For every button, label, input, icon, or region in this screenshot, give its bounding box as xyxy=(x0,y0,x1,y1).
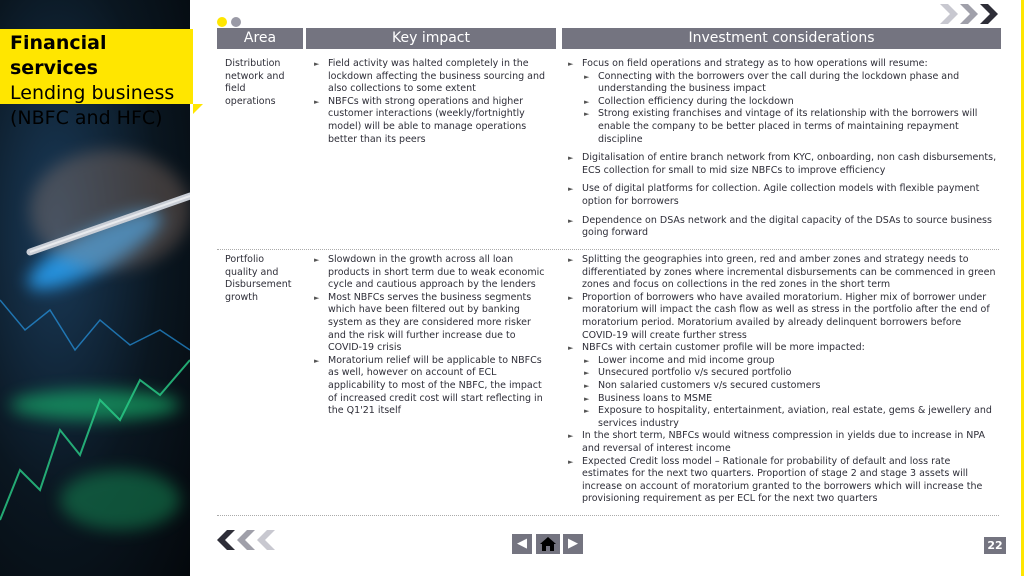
list-item: ► In the short term, NBFCs would witness compression in yields due to increase in NPA and reversal of interest income xyxy=(568,430,998,455)
list-item: ► Connecting with the borrowers over the call during the lockdown phase and understanding the business impact xyxy=(568,71,998,96)
list-item: ► Non salaried customers v/s secured customers xyxy=(568,380,998,393)
section-title xyxy=(0,29,193,129)
list-item: ► Proportion of borrowers who have availed moratorium. Higher mix of borrower under moratorium will impact the cash flow as well as stress in the portfolio after the end of moratorium period. Moratorium availed by already delinquent borrowers before COVID-19 will create further stress xyxy=(568,292,998,342)
row-divider xyxy=(217,249,999,250)
back-chevrons-icon[interactable] xyxy=(217,528,283,552)
home-button[interactable] xyxy=(536,534,560,554)
list-item: ► NBFCs with strong operations and higher customer interactions (weekly/fortnightly model) will be able to manage operations better than its peers xyxy=(314,96,550,146)
prev-button[interactable] xyxy=(512,534,532,554)
list-item: ► Expected Credit loss model – Rationale for probability of default and loss rate estimates for the next two quarters. Proportion of stage 2 and stage 3 assets will increase on account of moratorium granted to the borrowers which will increase the provisioning requirement as per ECL for the next two quarters xyxy=(568,456,998,506)
list-item: ► Moratorium relief will be applicable to NBFCs as well, however on account of ECL applicability to most of the NBFC, the impact of increased credit cost will start reflecting in the Q1'21 itself xyxy=(314,355,550,418)
list-item: ► Strong existing franchises and vintage of its relationship with the borrowers will enable the company to be better placed in terms of maintaining repayment discipline xyxy=(568,108,998,146)
dot-active xyxy=(217,17,227,27)
list-item: ► Splitting the geographies into green, red and amber zones and strategy needs to differentiated by zones where incremental disbursements can be commenced in green zones and focus on collections in the red zones in the short term xyxy=(568,254,998,292)
header-key-impact: Key impact xyxy=(306,28,556,49)
row1-area: Distribution network and field operations xyxy=(225,58,285,107)
forward-chevrons-icon xyxy=(940,2,1006,26)
list-item: ► Use of digital platforms for collection. Agile collection models with flexible payment option for borrowers xyxy=(568,183,998,208)
list-item: ► Dependence on DSAs network and the digital capacity of the DSAs to source business going forward xyxy=(568,215,998,240)
row2-impacts xyxy=(314,254,550,418)
list-item: ► NBFCs with certain customer profile will be more impacted: xyxy=(568,342,998,355)
next-button[interactable] xyxy=(563,534,583,554)
prev-arrow-icon: ◀ xyxy=(517,536,527,551)
header-investment-considerations: Investment considerations xyxy=(562,28,1001,49)
title-line-2: Lending business xyxy=(10,82,175,104)
title-notch xyxy=(193,104,203,114)
row1-impacts xyxy=(314,58,550,146)
title-line-3: (NBFC and HFC) xyxy=(10,107,163,129)
header-area: Area xyxy=(217,28,303,49)
row2-considerations xyxy=(568,254,998,506)
list-item: ► Slowdown in the growth across all loan products in short term due to weak economic cycle and cautious approach by the lenders xyxy=(314,254,550,292)
row2-area: Portfolio quality and Disbursement growth xyxy=(225,254,292,303)
list-item: ► Lower income and mid income group xyxy=(568,355,998,368)
dot-inactive xyxy=(231,17,241,27)
list-item: ► Business loans to MSME xyxy=(568,393,998,406)
title-line-1: Financial services xyxy=(10,32,107,79)
list-item: ► Focus on field operations and strategy as to how operations will resume: xyxy=(568,58,998,71)
list-item: ► Digitalisation of entire branch network from KYC, onboarding, non cash disbursements, ECS collection for small to mid size NBFCs to improve efficiency xyxy=(568,152,998,177)
list-item: ► Field activity was halted completely in the lockdown affecting the business sourcing and also collections to some extent xyxy=(314,58,550,96)
list-item: ► Collection efficiency during the lockdown xyxy=(568,96,998,109)
row-divider xyxy=(217,515,999,516)
page-number: 22 xyxy=(984,537,1006,554)
home-icon xyxy=(540,537,556,551)
list-item: ► Unsecured portfolio v/s secured portfolio xyxy=(568,367,998,380)
list-item: ► Most NBFCs serves the business segments which have been filtered out by banking system as they are considered more risker and the risk will further increase due to COVID-19 crisis xyxy=(314,292,550,355)
row1-considerations xyxy=(568,58,998,240)
list-item: ► Exposure to hospitality, entertainment, aviation, real estate, gems & jewellery and services industry xyxy=(568,405,998,430)
next-arrow-icon: ▶ xyxy=(568,536,578,551)
